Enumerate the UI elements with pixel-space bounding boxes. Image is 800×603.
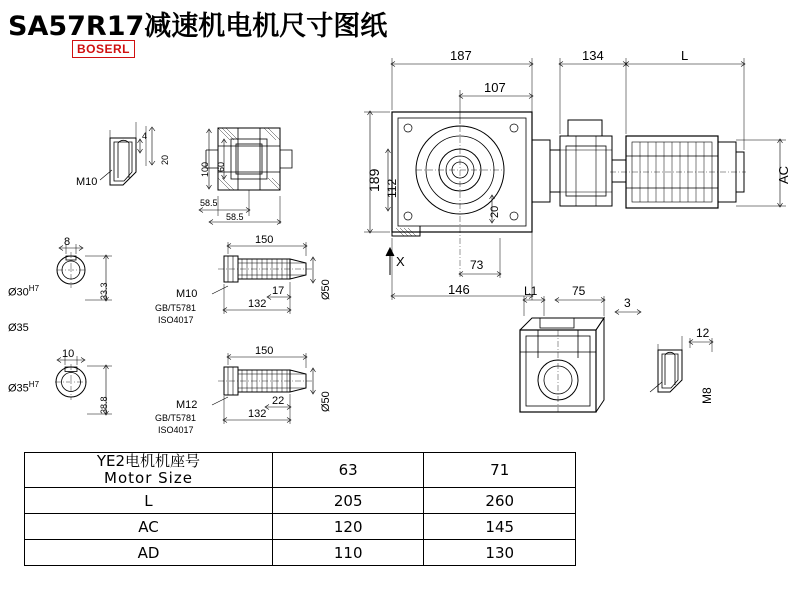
- label-d50-bot: Ø50: [320, 391, 332, 412]
- label-iso-top: ISO4017: [158, 315, 194, 325]
- label-132-top: 132: [248, 298, 267, 310]
- label-gb-top: GB/T5781: [155, 303, 197, 313]
- label-134: 134: [582, 48, 604, 63]
- table-row: [25, 514, 576, 540]
- label-150-bot: 150: [255, 345, 274, 357]
- header-label-cn: YE2电机机座号: [96, 452, 201, 470]
- table-row: [25, 540, 576, 566]
- label-146: 146: [448, 282, 470, 297]
- label-gb-bot: GB/T5781: [155, 413, 197, 423]
- label-187: 187: [450, 48, 472, 63]
- table-row: [25, 488, 576, 514]
- label-iso-bot: ISO4017: [158, 425, 194, 435]
- table-header-row: [25, 453, 576, 488]
- label-58-5-b: 58.5: [226, 212, 244, 222]
- label-d50-top: Ø50: [320, 279, 332, 300]
- label-8: 8: [64, 236, 71, 248]
- label-shaft-30-fit: H7: [28, 284, 40, 293]
- label-shaft-35-fit: H7: [28, 380, 40, 389]
- row-AC-63: 120: [272, 514, 424, 540]
- label-60: 60: [216, 161, 226, 172]
- label-33-3: 33.3: [99, 282, 109, 300]
- label-m12-bolt: M12: [176, 399, 198, 411]
- header-col-63: 63: [272, 453, 424, 488]
- label-10: 10: [62, 348, 75, 360]
- label-shaft-30: $Ø30^{H7}$: [8, 284, 40, 299]
- label-m10-key: M10: [76, 176, 98, 188]
- label-73: 73: [470, 258, 484, 272]
- row-L-71: 260: [424, 488, 576, 514]
- label-AC: AC: [776, 165, 791, 184]
- page-title: SA57R17减速机电机尺寸图纸: [8, 11, 388, 42]
- label-107: 107: [484, 80, 506, 95]
- label-112: 112: [385, 178, 399, 198]
- row-label-L: L: [25, 488, 273, 514]
- label-L: L: [681, 48, 689, 63]
- label-key-4: 4: [142, 131, 148, 141]
- label-m10-bolt: M10: [176, 288, 198, 300]
- row-label-AC: AC: [25, 514, 273, 540]
- label-12: 12: [696, 326, 710, 340]
- label-20-main: 20: [489, 205, 501, 218]
- label-58-5-a: 58.5: [200, 198, 218, 208]
- row-L-63: 205: [272, 488, 424, 514]
- label-17: 17: [272, 285, 285, 297]
- row-AD-71: 130: [424, 540, 576, 566]
- header-col-71: 71: [424, 453, 576, 488]
- label-3: 3: [624, 296, 631, 310]
- row-AC-71: 145: [424, 514, 576, 540]
- header-label-en: Motor Size: [104, 469, 193, 487]
- row-label-AD: AD: [25, 540, 273, 566]
- motor-size-table: [24, 452, 576, 566]
- label-189: 189: [366, 168, 382, 192]
- label-150-top: 150: [255, 234, 274, 246]
- label-X: X: [396, 254, 405, 269]
- label-132-bot: 132: [248, 408, 267, 420]
- label-m8: M8: [700, 387, 714, 404]
- label-key-20: 20: [160, 154, 170, 165]
- header-label-cell: [25, 453, 273, 488]
- label-22: 22: [272, 395, 285, 407]
- brand-logo: BOSERL: [72, 40, 135, 58]
- label-shaft-35-plain: Ø35: [8, 322, 29, 334]
- label-38-8: 38.8: [99, 396, 109, 414]
- label-100: 100: [200, 161, 210, 177]
- label-shaft-35: $Ø35^{H7}$: [8, 380, 40, 395]
- label-L1: L1: [524, 284, 538, 298]
- row-AD-63: 110: [272, 540, 424, 566]
- label-75: 75: [572, 284, 586, 298]
